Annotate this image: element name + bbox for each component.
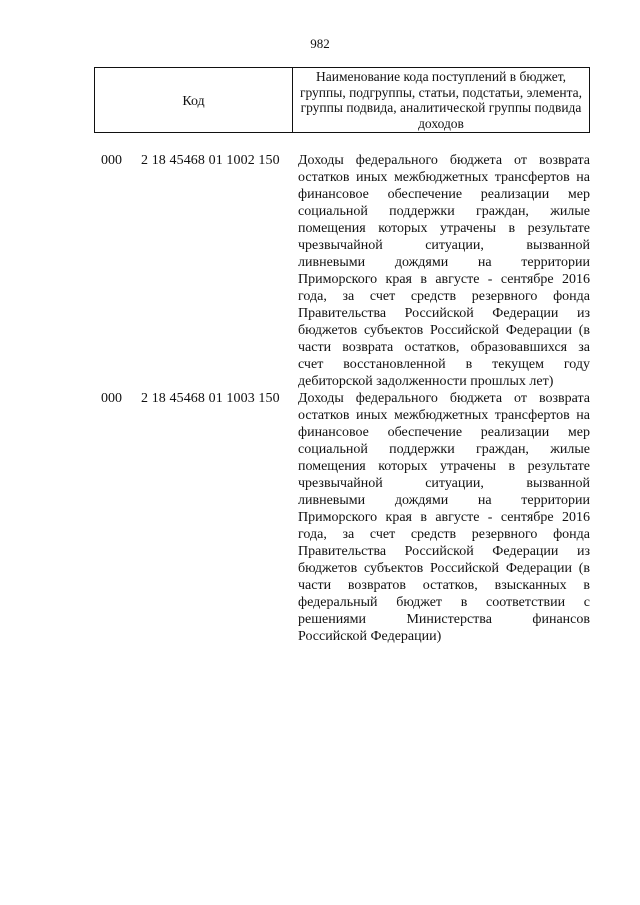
description-line: Доходы федерального бюджета от возврата [298,391,590,406]
income-code: 2 18 45468 01 1002 150 [141,153,280,168]
income-description [298,390,590,645]
description-line: федеральный бюджет в соответствии с [298,595,590,610]
description-line: Приморского края в августе - сентябре 2016 [298,510,590,525]
description-line: части возвратов остатков, взысканных в [298,578,590,593]
description-line: остатков иных межбюджетных трансфертов на [298,170,590,185]
table-row [0,152,640,390]
header-name-column: Наименование кода поступлений в бюджет, группы, подгруппы, статьи, подстатьи, элемента, группы подвида, аналитической группы подвида доходов [299,69,583,131]
description-line: Правительства Российской Федерации из [298,306,590,321]
admin-code: 000 [101,153,122,168]
description-line: чрезвычайной ситуации, вызванной [298,476,590,491]
description-line: решениями Министерства финансов [298,612,590,627]
description-line: Приморского края в августе - сентябре 2016 [298,272,590,287]
description-line: Российской Федерации) [298,629,442,644]
description-line: помещения которых утрачены в результате [298,221,590,236]
description-line: дебиторской задолженности прошлых лет) [298,374,554,389]
description-line: года, за счет средств резервного фонда [298,527,590,542]
description-line: чрезвычайной ситуации, вызванной [298,238,590,253]
income-description [298,152,590,390]
admin-code: 000 [101,391,122,406]
description-line: Правительства Российской Федерации из [298,544,590,559]
table-body [0,152,640,645]
table-header [94,67,590,133]
table-row [0,390,640,645]
description-line: финансовое обеспечение реализации мер [298,425,590,440]
description-line: счет восстановленной в текущем году [298,357,590,372]
description-line: социальной поддержки граждан, жилые [298,204,590,219]
description-line: ливневыми дождями на территории [298,493,590,508]
description-line: года, за счет средств резервного фонда [298,289,590,304]
description-line: Доходы федерального бюджета от возврата [298,153,590,168]
description-line: финансовое обеспечение реализации мер [298,187,590,202]
description-line: бюджетов субъектов Российской Федерации (в [298,561,590,576]
page-number: 982 [310,36,330,51]
income-code: 2 18 45468 01 1003 150 [141,391,280,406]
description-line: бюджетов субъектов Российской Федерации (в [298,323,590,338]
description-line: помещения которых утрачены в результате [298,459,590,474]
description-line: социальной поддержки граждан, жилые [298,442,590,457]
header-code-column: Код [95,68,293,132]
description-line: ливневыми дождями на территории [298,255,590,270]
description-line: части возврата остатков, образовавшихся за [298,340,590,355]
description-line: остатков иных межбюджетных трансфертов на [298,408,590,423]
